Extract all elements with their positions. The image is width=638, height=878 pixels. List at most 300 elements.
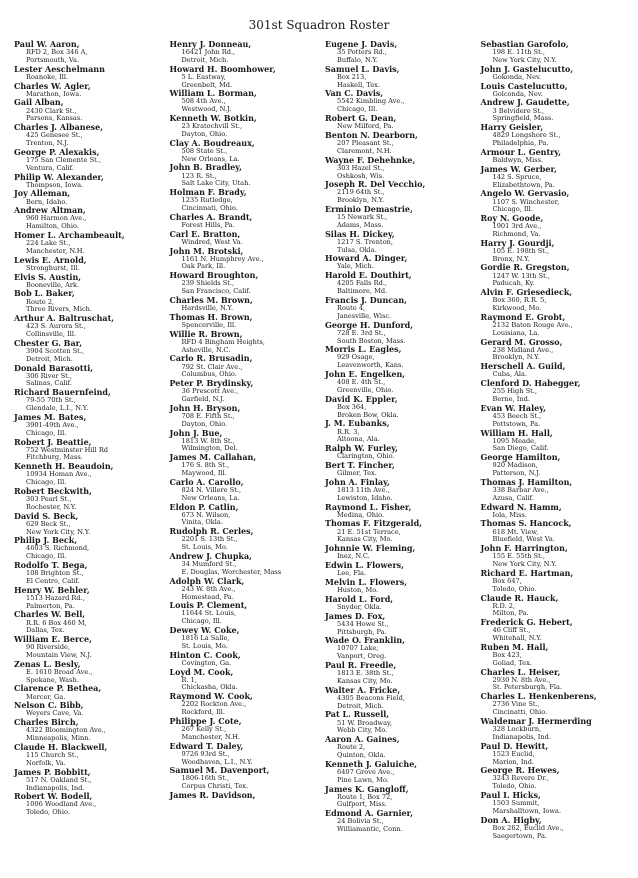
member-name: Frederick G. Hebert,: [480, 617, 573, 628]
member-name: Paul I. Hicks,: [480, 790, 541, 801]
member-address-line: Route 4,: [337, 304, 366, 313]
member-address-line: 423 S. Aurora St.,: [26, 322, 86, 331]
member-address-line: Stronghurst, Ill.: [26, 263, 80, 272]
member-name: Bob L. Baker,: [14, 288, 75, 299]
member-address-line: Yale, Mich.: [337, 262, 374, 271]
member-name: Gerard M. Grosso,: [480, 336, 563, 347]
member-name: John A. Finlay,: [325, 476, 390, 487]
member-name: Clenford D. Habegger,: [480, 378, 581, 389]
member-address-line: Roanoke, Ill.: [26, 72, 69, 81]
member-address-line: Pine Lawn, Mo.: [337, 775, 389, 784]
roster-entry: [481, 717, 631, 742]
member-address-line: Mountain View, N.J.: [26, 650, 92, 659]
member-address-line: Baltimore, Md.: [337, 287, 388, 296]
member-address-line: 24 Bolivia St.,: [337, 817, 384, 826]
member-address-line: Gilmer, Tex.: [337, 469, 377, 478]
member-name: Charles W. Bell,: [14, 609, 86, 620]
member-name: Erminio Demastrie,: [325, 204, 413, 215]
member-address-line: 46 Cliff St.,: [492, 626, 531, 635]
member-name: Howard H. Boomhower,: [169, 63, 276, 74]
member-name: Waldemar J. Hermerding: [480, 715, 592, 726]
roster-entry: [14, 413, 164, 438]
member-name: Harry J. Gourdji,: [480, 237, 555, 248]
member-name: J. M. Eubanks,: [325, 418, 390, 429]
member-address-line: 34 Mumford St.,: [181, 560, 237, 569]
roster-entry: [325, 544, 475, 561]
roster-entry: [170, 429, 320, 454]
member-address-line: Dallas, Tex.: [26, 626, 65, 635]
member-address-line: Box 423,: [492, 650, 522, 659]
member-name: Richard E. Hartman,: [480, 567, 574, 578]
member-name: Philip W. Alexander,: [14, 171, 104, 182]
roster-entry: [481, 618, 631, 643]
member-name: Andrew Altman,: [14, 205, 86, 216]
roster-entry: [325, 710, 475, 735]
roster-entry: [14, 512, 164, 537]
roster-entry: [170, 139, 320, 164]
roster-entry: [170, 89, 320, 114]
member-address-line: Spokane, Wash.: [26, 675, 79, 684]
member-address-line: Indianapolis, Ind.: [492, 732, 551, 741]
roster-entry: [170, 527, 320, 552]
member-name: Silas H. Dickey,: [325, 228, 395, 239]
member-name: James P. Bobbitt,: [14, 766, 91, 777]
roster-entry: [14, 684, 164, 701]
member-name: Clay A. Boudreaux,: [169, 137, 255, 148]
member-name: Rudolph R. Cerles,: [169, 526, 254, 537]
member-address-line: Salt Lake City, Utah.: [181, 179, 251, 188]
roster-entry: [14, 339, 164, 364]
member-address-line: Huston, Mo.: [337, 586, 379, 595]
member-name: Donald Barasotti,: [14, 362, 94, 373]
member-address-line: Gulfport, Miss.: [337, 800, 387, 809]
member-address-line: 9726 93rd St.,: [181, 749, 230, 758]
member-address-line: Palmerton, Pa.: [26, 601, 75, 610]
roster-columns: [8, 40, 630, 876]
member-address-line: Chicago, Ill.: [26, 478, 67, 487]
roster-entry: [325, 230, 475, 255]
member-address-line: Spencerville, Ill.: [181, 320, 237, 329]
roster-entry: [325, 370, 475, 395]
roster-entry: [481, 668, 631, 693]
member-name: Gordie R. Gregston,: [480, 262, 570, 273]
roster-entry: [170, 163, 320, 188]
member-name: Kenneth H. Beaudoin,: [14, 461, 114, 472]
member-name: Howard A. Dinger,: [325, 253, 408, 264]
roster-entry: [14, 364, 164, 389]
member-address-line: 2430 Clark St.,: [26, 106, 77, 115]
member-address-line: Wilmington, Del.: [181, 444, 238, 453]
member-address-line: 3 Belvidere St.,: [492, 106, 545, 115]
roster-entry: [325, 296, 475, 321]
member-name: Wayne F. Dehehnke,: [325, 154, 416, 165]
member-address-line: 673 N. Wilson,: [181, 510, 231, 519]
member-name: Richard Bauernfeind,: [14, 387, 111, 398]
member-name: Raymond E. Grobt,: [480, 311, 566, 322]
member-address-line: Box 364,: [337, 402, 367, 411]
roster-entry: [481, 404, 631, 429]
member-address-line: Norfolk, Va.: [26, 758, 66, 767]
member-name: Zenas L. Besly,: [14, 658, 81, 669]
member-name: Samuel L. Davis,: [325, 63, 400, 74]
roster-entry: [481, 263, 631, 288]
roster-entry: [170, 742, 320, 767]
member-name: Armour L. Gentry,: [480, 146, 562, 157]
roster-entry: [170, 478, 320, 503]
member-address-line: 4205 Falls Rd.,: [337, 279, 388, 288]
member-name: Thomas F. Fitzgerald,: [325, 518, 422, 529]
roster-entry: [325, 131, 475, 156]
member-address-line: Elizabethtown, Pa.: [492, 180, 555, 189]
member-address-line: Claremont, N.H.: [337, 146, 392, 155]
roster-entry: [170, 271, 320, 296]
member-name: Howard Broughton,: [169, 270, 259, 281]
member-address-line: 752 Westminster Hill Rd: [26, 445, 109, 454]
member-address-line: R.R. 3,: [337, 427, 360, 436]
member-address-line: Lewiston, Idaho.: [337, 493, 393, 502]
member-address-line: Parsons, Kansas.: [26, 114, 83, 123]
member-address-line: Hardsville, N.Y.: [181, 304, 234, 313]
member-address-line: Box 360, R.R. 5,: [492, 296, 547, 305]
member-address-line: R. 1,: [181, 675, 197, 684]
member-address-line: Box 647,: [492, 576, 522, 585]
roster-entry: [325, 114, 475, 131]
member-address-line: 115 Church St.,: [26, 751, 79, 760]
member-address-line: Weyers Cave, Va.: [26, 709, 84, 718]
member-address-line: Columbus, Ohio.: [181, 370, 237, 379]
member-address-line: Dayton, Ohio.: [181, 129, 228, 138]
roster-entry: [14, 536, 164, 561]
member-name: Morris L. Eagles,: [325, 344, 402, 355]
member-name: Paul D. Hewitt,: [480, 740, 549, 751]
roster-entry: [325, 735, 475, 760]
roster-entry: [481, 98, 631, 123]
member-address-line: Patterson, N.J.: [492, 469, 541, 478]
roster-entry: [481, 82, 631, 99]
member-name: Willie R. Brown,: [169, 328, 243, 339]
member-address-line: Chicago, Ill.: [26, 428, 67, 437]
member-name: Carl E. Bratton,: [169, 228, 241, 239]
roster-entry: [481, 123, 631, 148]
member-name: Dewey W. Coke,: [169, 625, 240, 635]
member-name: Louis P. Clement,: [169, 600, 248, 611]
member-name: James M. Bates,: [14, 411, 87, 422]
roster-entry: [325, 578, 475, 595]
roster-entry: [325, 254, 475, 271]
roster-entry: [14, 231, 164, 256]
roster-entry: [14, 561, 164, 586]
roster-entry: [170, 717, 320, 742]
member-address-line: Azusa, Calif.: [492, 493, 534, 502]
member-name: John F. Harrington,: [480, 543, 568, 554]
roster-entry: [481, 692, 631, 717]
roster-entry: [481, 65, 631, 82]
roster-entry: [325, 271, 475, 296]
member-name: Angelo W. Gervasio,: [480, 188, 570, 199]
roster-entry: [14, 635, 164, 660]
member-address-line: South Boston, Mass.: [337, 336, 406, 345]
roster-entry: [170, 247, 320, 272]
member-name: Pat L. Russell,: [325, 709, 390, 720]
member-address-line: 1217 S. Trenton,: [337, 237, 394, 246]
member-name: William H. Hall,: [480, 427, 553, 438]
member-address-line: 1161 N. Humphrey Ave.,: [181, 254, 264, 263]
member-address-line: Medina, Ohio.: [337, 510, 385, 519]
member-address-line: 1523 Euclid,: [492, 749, 535, 758]
roster-entry: [481, 239, 631, 264]
member-address-line: 3904 Scotten St.,: [26, 346, 84, 355]
member-address-line: 2119 64th St.,: [337, 188, 385, 197]
roster-entry: [14, 438, 164, 463]
roster-entry: [14, 189, 164, 206]
roster-entry: [14, 586, 164, 611]
member-address-line: Covington, Ga.: [181, 658, 232, 667]
member-name: Peter P. Brydinsky,: [169, 378, 254, 389]
member-address-line: Forest Hills, Pa.: [181, 220, 235, 229]
member-name: Edmond A. Garnier,: [325, 808, 414, 819]
member-address-line: 2202 Rockton Ave.,: [181, 700, 247, 709]
roster-entry: [170, 65, 320, 90]
member-name: Sebastian Garofolo,: [480, 40, 569, 49]
roster-entry: [481, 766, 631, 791]
roster-entry: [481, 544, 631, 569]
member-name: Charles Birch,: [14, 717, 79, 728]
member-name: Rodolfo T. Bega,: [14, 560, 88, 571]
member-name: James K. Gangloff,: [325, 783, 409, 794]
member-name: Eldon P. Catlin,: [169, 501, 239, 512]
member-address-line: Buffalo, N.Y.: [337, 55, 379, 64]
member-address-line: Louisiana, La.: [492, 328, 540, 337]
roster-entry: [325, 444, 475, 461]
member-address-line: 508 State St.,: [181, 146, 228, 155]
member-name: George Hamilton,: [480, 452, 561, 463]
member-name: George R. Hewes,: [480, 765, 560, 776]
member-address-line: Springfield, Mass.: [492, 114, 554, 123]
member-name: Louis Castelucutto,: [480, 80, 568, 91]
member-address-line: 10934 Homan Ave.,: [26, 470, 92, 479]
member-name: Adolph W. Clark,: [169, 575, 245, 586]
roster-entry: [325, 785, 475, 810]
roster-entry: [170, 552, 320, 577]
member-name: Robert Beckwith,: [14, 485, 92, 496]
member-address-line: San Francisco, Calif.: [181, 287, 251, 296]
roster-entry: [325, 156, 475, 181]
member-name: James M. Callahan,: [169, 452, 257, 463]
member-name: John J. Gastelucutto,: [480, 63, 574, 74]
member-address-line: 10707 Lake,: [337, 644, 379, 653]
member-address-line: Mercer, Ga.: [26, 692, 66, 701]
member-address-line: Route 2,: [337, 743, 366, 752]
roster-entry: [14, 273, 164, 290]
member-address-line: 175 San Clemente St.,: [26, 155, 101, 164]
member-address-line: E. Douglas, Worchester, Mass: [181, 567, 282, 576]
member-address-line: 2736 Vine St.,: [492, 700, 540, 709]
roster-entry: [481, 429, 631, 454]
member-address-line: 303 Pearl St.,: [26, 495, 72, 504]
member-address-line: Hamilton, Ohio.: [26, 222, 79, 231]
roster-entry: [325, 809, 475, 834]
roster-entry: [14, 123, 164, 148]
member-name: Paul W. Aaron,: [14, 40, 80, 49]
roster-entry: [325, 65, 475, 90]
member-address-line: 338 Barbar Ave.,: [492, 485, 549, 494]
member-name: James D. Fox,: [325, 610, 386, 621]
roster-entry: [170, 330, 320, 355]
member-address-line: Berne, Ind.: [492, 395, 530, 404]
roster-entry: [481, 791, 631, 816]
member-address-line: New Orleans, La.: [181, 493, 240, 502]
roster-entry: [325, 478, 475, 503]
member-address-line: 3243 Revere Dr.,: [492, 774, 549, 783]
member-address-line: 1813 E. 38th St.,: [337, 669, 394, 678]
member-address-line: Manchester, N.H.: [181, 732, 241, 741]
member-address-line: 255 High St.,: [492, 387, 537, 396]
member-address-line: 303 Hazel St.,: [337, 163, 385, 172]
member-address-line: 1095 Meade,: [492, 436, 537, 445]
member-address-line: New York City, N.Y.: [492, 55, 557, 64]
member-address-line: Detroit, Mich.: [337, 701, 384, 710]
member-name: Harold L. Ford,: [325, 593, 394, 604]
member-name: Evan W. Haley,: [480, 402, 546, 413]
member-address-line: 618 Mt. View,: [492, 527, 539, 536]
member-address-line: Collinsville, Ill.: [26, 330, 77, 339]
member-address-line: Rockford, Ill.: [181, 708, 226, 717]
member-name: Hinton C. Cook,: [169, 649, 241, 660]
member-name: William L. Borman,: [169, 88, 257, 99]
member-address-line: 4603 S. Richmond,: [26, 544, 90, 553]
member-name: John E. Engelken,: [325, 369, 406, 380]
member-name: Ruben M. Hall,: [480, 641, 549, 652]
member-address-line: Manchester, N.H.: [26, 246, 85, 255]
member-address-line: Adams, Mass.: [337, 220, 384, 229]
roster-column-1: [8, 40, 164, 876]
member-name: Charles A. Brandt,: [169, 211, 253, 222]
member-address-line: 1813 11th Ave.,: [337, 485, 390, 494]
member-address-line: 5 L. Eastway,: [181, 72, 226, 81]
member-address-line: 1006 Woodland Ave.,: [26, 800, 97, 809]
member-address-line: 11644 St. Louis,: [181, 609, 237, 618]
member-name: Thomas J. Hamilton,: [480, 476, 573, 487]
roster-entry: [325, 461, 475, 478]
roster-entry: [481, 165, 631, 190]
roster-entry: [170, 379, 320, 404]
member-address-line: 508 4th Ave.,: [181, 97, 226, 106]
roster-entry: [481, 742, 631, 767]
member-address-line: 142 S. Spruce,: [492, 172, 542, 181]
member-address-line: R.R. 6 Box 460 M,: [26, 618, 87, 627]
member-name: Philippe J. Cote,: [169, 715, 242, 726]
member-name: Alvin F. Griesedieck,: [480, 287, 573, 298]
member-name: Roy N. Goode,: [480, 213, 544, 224]
member-address-line: Chickasha, Okla.: [181, 683, 238, 692]
member-name: Kenneth J. Galuiche,: [325, 758, 418, 769]
member-address-line: St. Louis, Mo.: [181, 641, 228, 650]
member-address-line: 517 N. Oakland St.,: [26, 775, 92, 784]
member-name: Melvin L. Flowers,: [325, 576, 408, 587]
member-name: Harry Geisler,: [480, 122, 544, 133]
member-address-line: Kansas City, Mo.: [337, 535, 393, 544]
member-address-line: Clarington, Ohio.: [337, 452, 395, 461]
member-address-line: Inez, N.C.: [337, 552, 370, 561]
member-address-line: R.D. 2,: [492, 601, 516, 610]
member-address-line: Milton, Pa.: [492, 609, 529, 618]
roster-entry: [170, 404, 320, 429]
roster-entry: [170, 230, 320, 247]
member-address-line: 1813 W. 8th St.,: [181, 436, 235, 445]
roster-entry: [481, 379, 631, 404]
roster-entry: [481, 478, 631, 503]
member-address-line: Indianapolis, Ind.: [26, 783, 85, 792]
member-name: Francis J. Duncan,: [325, 294, 407, 305]
page-title: 301st Squadron Roster: [248, 18, 390, 32]
member-address-line: Homestead, Pa.: [181, 592, 234, 601]
member-address-line: Marshalltown, Iowa.: [492, 806, 562, 815]
member-name: Walter A. Fricke,: [325, 684, 401, 695]
member-address-line: 21 E. 51st Terrace,: [337, 527, 401, 536]
member-name: George P. Alexakis,: [14, 146, 100, 157]
member-address-line: 105 E. 198th St.,: [492, 246, 550, 255]
member-address-line: Windred, West Va.: [181, 237, 243, 246]
member-address-line: Leavenworth, Kans.: [337, 361, 404, 370]
member-address-line: RFD 4 Bingham Heights,: [181, 337, 266, 346]
member-name: John H. Bryson,: [169, 402, 241, 413]
member-name: George H. Dunford,: [325, 319, 414, 330]
member-name: Johnnie W. Fleming,: [325, 543, 416, 554]
member-address-line: 4829 Longshore St.,: [492, 131, 561, 140]
roster-entry: [481, 453, 631, 478]
member-address-line: 1513 Hazard Rd.,: [26, 593, 85, 602]
member-address-line: 792 St. Clair Ave.,: [181, 362, 243, 371]
member-address-line: Woodhaven, L.I., N.Y.: [181, 757, 253, 766]
member-address-line: Dayton, Ohio.: [181, 419, 228, 428]
member-address-line: Box 213,: [337, 72, 367, 81]
member-name: Elvis S. Austin,: [14, 271, 82, 282]
member-name: Bert T. Fincher,: [325, 459, 395, 470]
roster-entry: [170, 692, 320, 717]
member-address-line: San Diego, Calif.: [492, 444, 549, 453]
member-address-line: New York City, N.Y.: [492, 560, 557, 569]
roster-entry: [14, 660, 164, 685]
member-name: Joseph R. Del Vecchio,: [325, 179, 426, 190]
member-name: Nelson C. Bibb,: [14, 700, 84, 711]
member-address-line: Garfield, N.J.: [181, 395, 225, 404]
member-address-line: Asheville, N.C.: [181, 345, 231, 354]
member-address-line: New York City, N.Y.: [26, 527, 91, 536]
member-address-line: Minneapolis, Minn.: [26, 734, 91, 743]
roster-entry: [325, 395, 475, 420]
member-name: Ralph W. Furley,: [325, 443, 398, 454]
roster-entry: [481, 503, 631, 520]
roster-entry: [170, 766, 320, 791]
member-address-line: Brooklyn, N.Y.: [337, 196, 385, 205]
member-address-line: 1107 S. Winchester,: [492, 197, 560, 206]
roster-entry: [325, 503, 475, 520]
member-address-line: Baldwyn, Miss.: [492, 155, 544, 164]
roster-entry: [481, 816, 631, 841]
roster-entry: [325, 205, 475, 230]
member-address-line: 4322 Bloomington Ave.,: [26, 726, 106, 735]
member-name: John J. Bue,: [169, 427, 223, 438]
member-address-line: Cincinatti, Ohio.: [492, 708, 548, 717]
roster-entry: [325, 612, 475, 637]
member-address-line: Altoona, Ala.: [337, 435, 380, 444]
member-address-line: Marathon, Iowa.: [26, 89, 82, 98]
member-name: Lester Aeschelmann: [14, 63, 105, 74]
member-address-line: Vanport, Oreg.: [337, 652, 387, 661]
member-address-line: Trenton, N.J.: [26, 139, 69, 148]
member-address-line: Greenbelt, Md.: [181, 80, 233, 89]
member-address-line: Route 2,: [26, 297, 55, 306]
